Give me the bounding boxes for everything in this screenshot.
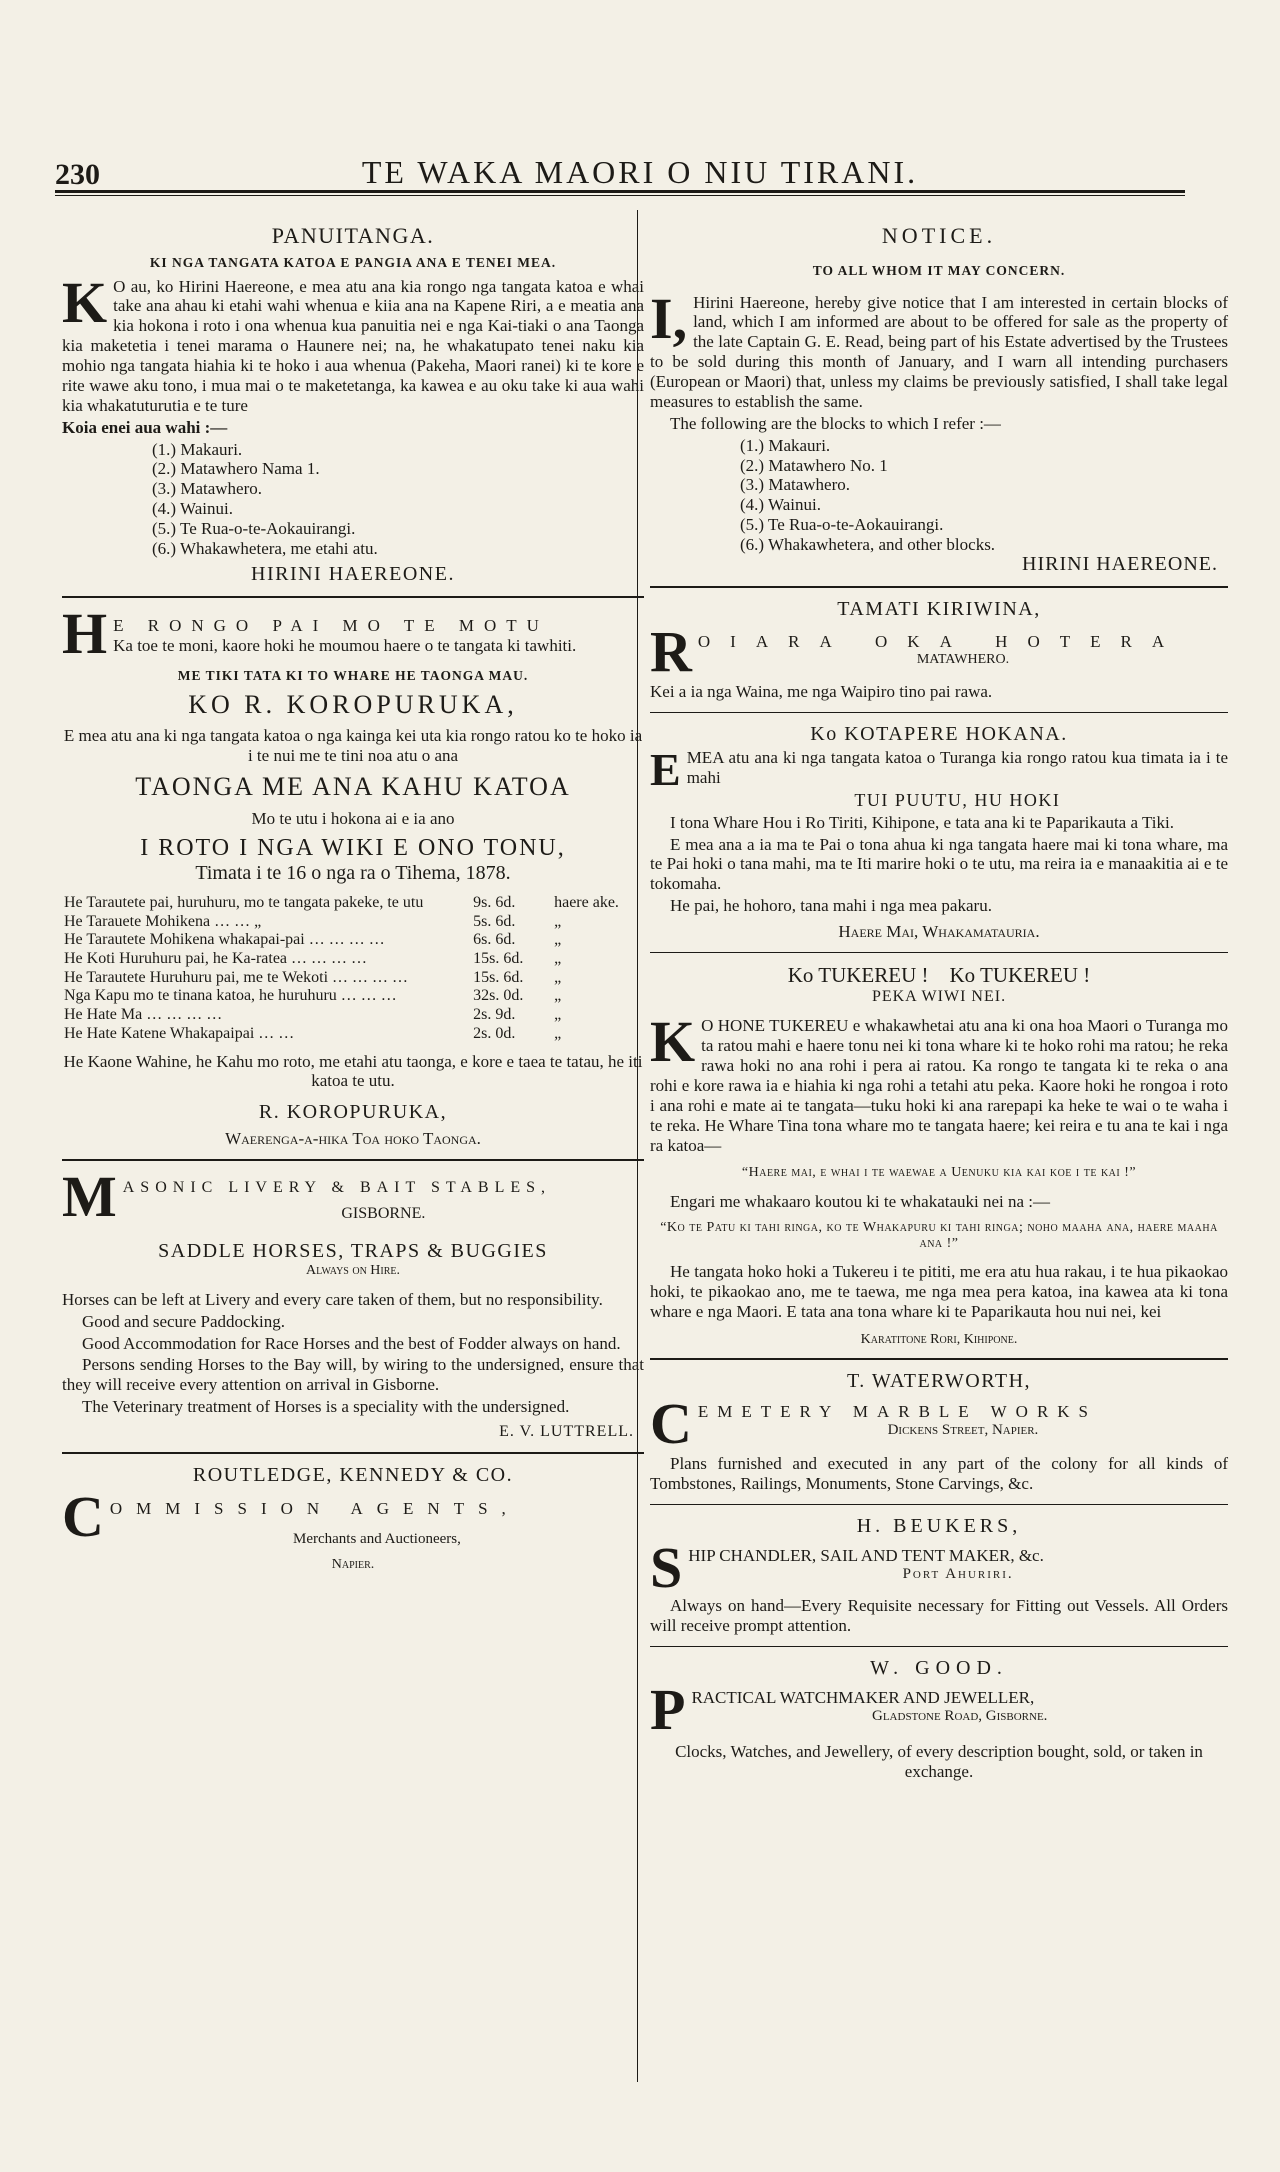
rongo-pai-intro: E mea atu ana ki nga tangata katoa o nga kainga kei uta kia rongo ratou ko te hoko ia i te nui me te tini noa atu o ana bbox=[63, 726, 643, 766]
price-price: 2s. 9d. bbox=[473, 1006, 516, 1024]
routledge-dropcap: C bbox=[62, 1484, 104, 1550]
period-heading: I ROTO I NGA WIKI E ONO TONU, bbox=[140, 835, 566, 862]
price-note: haere ake. bbox=[554, 893, 619, 911]
page-number: 230 bbox=[55, 158, 100, 191]
divider bbox=[650, 1504, 1228, 1505]
masonic-place: GISBORNE. bbox=[341, 1205, 426, 1223]
table-row bbox=[62, 969, 644, 988]
masonic-line: The Veterinary treatment of Horses is a speciality with the undersigned. bbox=[82, 1397, 570, 1417]
divider bbox=[650, 1646, 1228, 1647]
list-item: (6.) Whakawhetera, and other blocks. bbox=[740, 535, 996, 555]
notice-block-list bbox=[740, 436, 1228, 555]
tukereu-body: O HONE TUKEREU e whakawhetai atu ana ki ona hoa Maori o Turanga mo ta ratou mahi e haere tonu nei ki tona whare ki te hoko rohi ma ratou; he reka rawa hoki no ana rohi i pera ai ratou. Ka rongo te tangata ki te reka o ana rohi e kore rawa ia e hiahia ki nga rohi a tetahi atu peka. Kaore hoki he rongoa i roto i ana rohi e mate ai te tangata—tuku hoki ki ana rarepapi ka heke te wai o te waha i te reka. He Whare Tina tona whare mo te tangata haere; kei reira e tu ana te kai i nga ra katoa— bbox=[650, 1016, 1228, 1155]
paper-title: TE WAKA MAORI O NIU TIRANI. bbox=[361, 154, 919, 190]
waterworth-place: Dickens Street, Napier. bbox=[887, 1421, 1039, 1438]
divider bbox=[650, 712, 1228, 713]
list-item: (1.) Makauri. bbox=[152, 439, 243, 459]
taonga-heading: TAONGA ME ANA KAHU KATOA bbox=[135, 772, 571, 802]
masonic-line: Good and secure Paddocking. bbox=[82, 1311, 286, 1331]
rongo-pai-body: Ka toe te moni, kaore hoki he moumou haere o te tangata ki tawhiti. bbox=[113, 636, 577, 656]
tukereu-quote-1: “Haere mai, e whai i te waewae a Uenuku kia kai koe i te kai !” bbox=[741, 1165, 1137, 1181]
price-price: 15s. 6d. bbox=[473, 950, 524, 967]
tamati-dropcap: R bbox=[650, 618, 692, 684]
price-note: „ bbox=[554, 931, 562, 949]
masonic-tagline: Always on Hire. bbox=[305, 1263, 401, 1279]
routledge-advert bbox=[62, 1464, 644, 1573]
rongo-pai-heading: E RONGO PAI MO TE MOTU bbox=[113, 616, 549, 636]
list-item: (4.) Wainui. bbox=[740, 495, 821, 515]
price-price: 15s. 6d. bbox=[473, 968, 524, 986]
price-price: 5s. 6d. bbox=[473, 912, 516, 930]
tamati-name: TAMATI KIRIWINA, bbox=[837, 598, 1041, 621]
divider bbox=[650, 1358, 1228, 1360]
kotapere-para: I tona Whare Hou i Ro Tiriti, Kihipone, e tata ana ki te Paparikauta a Tiki. bbox=[670, 812, 1174, 832]
table-row bbox=[62, 913, 644, 932]
panuitanga-list-intro: Koia enei aua wahi :— bbox=[62, 417, 228, 437]
tukereu-heading-b: Ko TUKEREU ! bbox=[949, 962, 1091, 987]
price-item: He Hate Ma … … … … bbox=[64, 1006, 223, 1024]
masonic-advert bbox=[62, 1163, 644, 1442]
koropuruka-name-heading: KO R. KOROPURUKA, bbox=[188, 689, 518, 719]
waterworth-name: T. WATERWORTH, bbox=[846, 1370, 1032, 1393]
rongo-pai-closing: He Kaone Wahine, he Kahu mo roto, me etahi atu taonga, e kore e taea te tatau, he iti katoa te utu. bbox=[63, 1051, 643, 1091]
tukereu-dropcap: K bbox=[650, 1009, 696, 1075]
table-row bbox=[62, 894, 644, 913]
good-advert bbox=[650, 1657, 1228, 1782]
beukers-name: H. BEUKERS, bbox=[856, 1514, 1022, 1537]
panuitanga-body: O au, ko Hirini Haereone, e mea atu ana kia rongo nga tangata katoa e whai take ana ahau ki etahi wahi whenua e kiia ana na Kapene Riri, a e meatia ana kia hokona i roto i ona whenua kua panuitia nei e nga Kai-tiaki o ana Taonga kia maketetia i tenei marama o Haunere nei; na, he whakatupato tenei naku kia mohio nga tangata hiahia ki te hoko i aua whenua (Pakeha, Maori ranei) ki te kore e rite wawe aku tono, i mua mai o te maketetanga, ka kawea e au oku take ki aua wahi kia whakatuturutia e te ture bbox=[62, 276, 644, 415]
kotapere-heading: Ko KOTAPERE HOKANA. bbox=[810, 722, 1068, 745]
left-column bbox=[62, 215, 644, 1573]
price-price: 32s. 0d. bbox=[473, 987, 524, 1005]
price-note: „ bbox=[554, 968, 562, 986]
price-note: „ bbox=[554, 912, 562, 930]
kotapere-body: MEA atu ana ki nga tangata katoa o Turanga kia rongo ratou kua timata ia i te mahi bbox=[686, 747, 1228, 787]
table-row bbox=[62, 931, 644, 950]
list-item: (5.) Te Rua-o-te-Aokauirangi. bbox=[152, 519, 356, 539]
tamati-body: Kei a ia nga Waina, me nga Waipiro tino pai rawa. bbox=[650, 681, 993, 701]
routledge-name: ROUTLEDGE, KENNEDY & CO. bbox=[192, 1463, 514, 1486]
list-item: (2.) Matawhero Nama 1. bbox=[152, 459, 320, 479]
beukers-advert bbox=[650, 1515, 1228, 1636]
tukereu-advert bbox=[650, 963, 1228, 1348]
price-table bbox=[62, 894, 644, 1044]
tukereu-quote-2: “Ko te Patu ki tahi ringa, ko te Whakapuru ki tahi ringa; noho maaha ana, haere maaha ana !” bbox=[660, 1219, 1218, 1252]
divider bbox=[650, 952, 1228, 953]
notice-heading: NOTICE. bbox=[881, 223, 997, 248]
beukers-heading: HIP CHANDLER, SAIL AND TENT MAKER, &c. bbox=[688, 1545, 1044, 1565]
panuitanga-subheading: KI NGA TANGATA KATOA E PANGIA ANA E TENEI MEA. bbox=[149, 254, 557, 270]
divider bbox=[650, 586, 1228, 588]
notice-list-intro: The following are the blocks to which I refer :— bbox=[670, 413, 1001, 433]
price-item: Nga Kapu mo te tinana katoa, he huruhuru … … … bbox=[64, 987, 397, 1005]
notice-signature: HIRINI HAEREONE. bbox=[1022, 552, 1218, 575]
notice-subheading: TO ALL WHOM IT MAY CONCERN. bbox=[812, 262, 1066, 278]
price-item: He Tarautete pai, huruhuru, mo te tangata pakeke, te utu bbox=[64, 893, 424, 911]
tukereu-signature: Karatitone Rori, Kihipone. bbox=[860, 1332, 1018, 1348]
good-heading: RACTICAL WATCHMAKER AND JEWELLER, bbox=[691, 1688, 1035, 1708]
good-body: Clocks, Watches, and Jewellery, of every description bought, sold, or taken in exchange. bbox=[675, 1742, 1203, 1781]
table-row bbox=[62, 987, 644, 1006]
divider bbox=[62, 1159, 644, 1161]
tamati-heading: OIARA OKA HOTERA bbox=[697, 631, 1185, 651]
list-item: (6.) Whakawhetera, me etahi atu. bbox=[152, 538, 378, 558]
divider bbox=[62, 596, 644, 598]
tukereu-subheading: PEKA WIWI NEI. bbox=[871, 987, 1007, 1005]
routledge-sub: Merchants and Auctioneers, bbox=[293, 1531, 461, 1548]
notice-section bbox=[650, 223, 1228, 576]
rongo-pai-subheading: ME TIKI TATA KI TO WHARE HE TAONGA MAU. bbox=[177, 668, 529, 684]
rongo-pai-dropcap: H bbox=[62, 601, 108, 667]
panuitanga-notice bbox=[62, 223, 644, 586]
tukereu-middle: Engari me whakaaro koutou ki te whakatauki nei na :— bbox=[670, 1191, 1051, 1211]
right-column bbox=[650, 215, 1228, 1784]
rongo-pai-tagline: Mo te utu i hokona ai e ia ano bbox=[251, 808, 455, 828]
panuitanga-block-list bbox=[152, 440, 644, 559]
kotapere-para: E mea ana a ia ma te Pai o tona ahua ki nga tangata haere mai ki tona whare, ma te Pai hoki o tana mahi, ma te Iti marire hoki o te utu, ma reira ia e manaakitia ai e te tokomaha. bbox=[650, 834, 1228, 894]
masthead-rule-thin bbox=[55, 195, 1185, 196]
waterworth-dropcap: C bbox=[650, 1390, 692, 1456]
table-row bbox=[62, 1025, 644, 1044]
list-item: (2.) Matawhero No. 1 bbox=[740, 455, 888, 475]
koropuruka-signature: R. KOROPURUKA, bbox=[258, 1101, 448, 1124]
beukers-place: Port Ahuriri. bbox=[902, 1565, 1014, 1582]
notice-body: Hirini Haereone, hereby give notice that I am interested in certain blocks of land, which I am informed are about to be offered for sale as the property of the late Captain G. E. Read, being part of his Estate advertised by the Trustees to be sold during this month of January, and I warn all intending purchasers (European or Maori) that, unless my claims be previously satisfied, I shall take legal measures to establish the same. bbox=[650, 292, 1228, 411]
price-item: He Hate Katene Whakapaipai … … bbox=[64, 1024, 295, 1042]
masonic-line: Horses can be left at Livery and every care taken of them, but no responsibility. bbox=[62, 1289, 603, 1309]
price-note: „ bbox=[554, 1006, 562, 1024]
kotapere-dropcap: E bbox=[650, 743, 681, 795]
list-item: (3.) Matawhero. bbox=[740, 475, 850, 495]
panuitanga-heading: PANUITANGA. bbox=[271, 223, 435, 248]
tukereu-heading-a: Ko TUKEREU ! bbox=[787, 962, 929, 987]
divider bbox=[62, 1452, 644, 1454]
kotapere-subheading: TUI PUUTU, HU HOKI bbox=[854, 789, 1061, 810]
price-price: 6s. 6d. bbox=[473, 931, 516, 949]
list-item: (4.) Wainui. bbox=[152, 499, 233, 519]
rongo-pai-advert bbox=[62, 601, 644, 1148]
beukers-dropcap: S bbox=[650, 1534, 683, 1600]
tamati-place: MATAWHERO. bbox=[916, 651, 1010, 667]
price-note: „ bbox=[554, 1024, 562, 1042]
price-note: „ bbox=[554, 950, 562, 967]
list-item: (3.) Matawhero. bbox=[152, 479, 262, 499]
kotapere-para: He pai, he hohoro, tana mahi i nga mea pakaru. bbox=[670, 896, 992, 916]
notice-dropcap: I, bbox=[650, 285, 688, 351]
price-item: He Tarauete Mohikena … … „ bbox=[64, 912, 262, 930]
routledge-place: Napier. bbox=[331, 1556, 375, 1572]
waterworth-heading: EMETERY MARBLE WORKS bbox=[697, 1401, 1098, 1421]
kotapere-signature: Haere Mai, Whakamatauria. bbox=[838, 922, 1040, 942]
beukers-body: Always on hand—Every Requisite necessary for Fitting out Vessels. All Orders will receive prompt attention. bbox=[650, 1595, 1228, 1635]
waterworth-advert bbox=[650, 1370, 1228, 1493]
panuitanga-dropcap: K bbox=[62, 269, 108, 335]
price-item: He Tarautete Mohikena whakapai-pai … … … … bbox=[64, 931, 385, 949]
good-place: Gladstone Road, Gisborne. bbox=[872, 1707, 1048, 1724]
price-price: 2s. 0d. bbox=[473, 1024, 516, 1042]
tamati-advert bbox=[650, 598, 1228, 701]
price-item: He Tarautete Huruhuru pai, me te Wekoti … … … … bbox=[64, 968, 409, 986]
start-date: Timata i te 16 o nga ra o Tihema, 1878. bbox=[195, 862, 511, 885]
masonic-line: Persons sending Horses to the Bay will, by wiring to the undersigned, ensure that they will receive every attention on arrival in Gisborne. bbox=[62, 1355, 644, 1395]
masonic-subheading: SADDLE HORSES, TRAPS & BUGGIES bbox=[158, 1240, 548, 1263]
masonic-signature: E. V. LUTTRELL. bbox=[499, 1423, 634, 1441]
tukereu-closing: He tangata hoko hoki a Tukereu i te pititi, me era atu hua rakau, i te hua pikaokao hoki, te pikaokao ano, me te taewa, me nga mea pera katoa, ina kawea ata ki tona whare e nga Maori. E tata ana tona whare ki te Paparikauta hou nui nei, kei bbox=[650, 1262, 1228, 1322]
koropuruka-signature-sub: Waerenga-a-hika Toa hoko Taonga. bbox=[225, 1128, 481, 1148]
good-dropcap: P bbox=[650, 1677, 686, 1743]
kotapere-advert bbox=[650, 723, 1228, 942]
routledge-heading: OMMISSION AGENTS, bbox=[109, 1499, 520, 1519]
masonic-dropcap: M bbox=[62, 1163, 117, 1229]
waterworth-body: Plans furnished and executed in any part of the colony for all kinds of Tombstones, Railings, Monuments, Stone Carvings, &c. bbox=[650, 1453, 1228, 1493]
price-item: He Koti Huruhuru pai, he Ka-ratea … … … … bbox=[64, 950, 368, 967]
masthead-rule bbox=[55, 190, 1185, 193]
price-note: „ bbox=[554, 987, 562, 1005]
list-item: (5.) Te Rua-o-te-Aokauirangi. bbox=[740, 515, 944, 535]
price-price: 9s. 6d. bbox=[473, 893, 516, 911]
good-name: W. GOOD. bbox=[870, 1656, 1008, 1679]
table-row bbox=[62, 950, 644, 969]
panuitanga-signature: HIRINI HAEREONE. bbox=[251, 562, 455, 585]
list-item: (1.) Makauri. bbox=[740, 435, 831, 455]
table-row bbox=[62, 1006, 644, 1025]
masonic-line: Good Accommodation for Race Horses and the best of Fodder always on hand. bbox=[82, 1333, 621, 1353]
masonic-heading: ASONIC LIVERY & BAIT STABLES, bbox=[122, 1178, 552, 1196]
